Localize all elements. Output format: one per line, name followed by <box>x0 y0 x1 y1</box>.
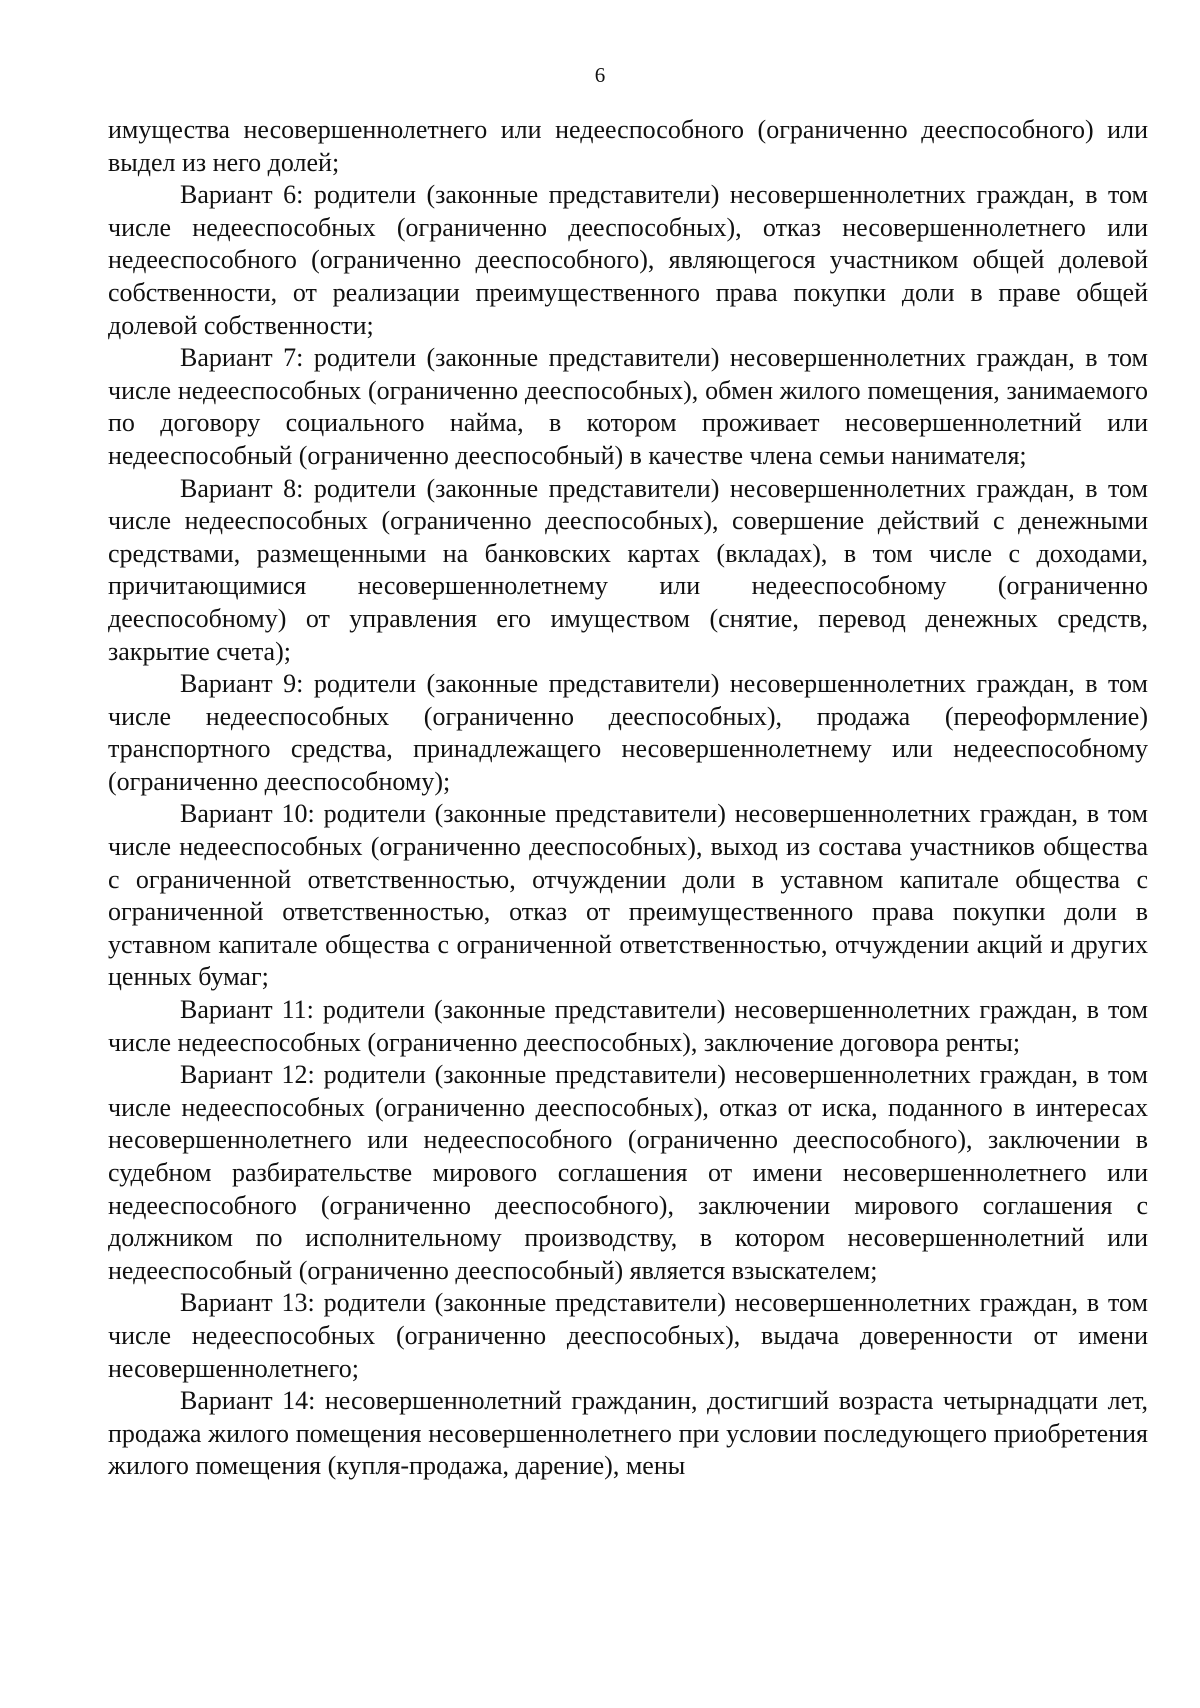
paragraph-variant-13: Вариант 13: родители (законные представители) несовершеннолетних граждан, в том числе недееспособных (ограниченно дееспособных), выдача доверенности от имени несовершеннолетнего; <box>108 1288 1148 1383</box>
paragraph-continuation: имущества несовершеннолетнего или недееспособного (ограниченно дееспособного) или выдел из него долей; <box>108 115 1148 177</box>
paragraph-variant-10: Вариант 10: родители (законные представители) несовершеннолетних граждан, в том числе недееспособных (ограниченно дееспособных), выход из состава участников общества с ограниченной ответственностью, отчуждении доли в уставном капитале общества с ограниченной ответственностью, отказ от преимущественного права покупки доли в уставном капитале общества с ограниченной ответственностью, отчуждении акций и других ценных бумаг; <box>108 799 1148 992</box>
paragraph-variant-7: Вариант 7: родители (законные представители) несовершеннолетних граждан, в том числе недееспособных (ограниченно дееспособных), обмен жилого помещения, занимаемого по договору социального найма, в котором проживает несовершеннолетний или недееспособный (ограниченно дееспособный) в качестве члена семьи нанимателя; <box>108 343 1148 470</box>
page-number: 6 <box>594 63 606 87</box>
document-body <box>108 114 1148 1483</box>
paragraph-variant-8: Вариант 8: родители (законные представители) несовершеннолетних граждан, в том числе недееспособных (ограниченно дееспособных), совершение действий с денежными средствами, размещенными на банковских картах (вкладах), в том числе с доходами, причитающимися несовершеннолетнему или недееспособному (ограниченно дееспособному) от управления его имуществом (снятие, перевод денежных средств, закрытие счета); <box>108 473 1148 666</box>
paragraph-variant-14: Вариант 14: несовершеннолетний гражданин, достигший возраста четырнадцати лет, продажа жилого помещения несовершеннолетнего при условии последующего приобретения жилого помещения (купля-продажа, дарение), мены <box>108 1386 1148 1481</box>
paragraph-variant-12: Вариант 12: родители (законные представители) несовершеннолетних граждан, в том числе недееспособных (ограниченно дееспособных), отказ от иска, поданного в интересах несовершеннолетнего или недееспособного (ограниченно дееспособного), заключении в судебном разбирательстве мирового соглашения от имени несовершеннолетнего или недееспособного (ограниченно дееспособного), заключении мирового соглашения с должником по исполнительному производству, в котором несовершеннолетний или недееспособный (ограниченно дееспособный) является взыскателем; <box>108 1060 1148 1285</box>
paragraph-variant-6: Вариант 6: родители (законные представители) несовершеннолетних граждан, в том числе недееспособных (ограниченно дееспособных), отказ несовершеннолетнего или недееспособного (ограниченно дееспособного), являющегося участником общей долевой собственности, от реализации преимущественного права покупки доли в праве общей долевой собственности; <box>108 180 1148 340</box>
paragraph-variant-11: Вариант 11: родители (законные представители) несовершеннолетних граждан, в том числе недееспособных (ограниченно дееспособных), заключение договора ренты; <box>108 995 1148 1057</box>
paragraph-variant-9: Вариант 9: родители (законные представители) несовершеннолетних граждан, в том числе недееспособных (ограниченно дееспособных), продажа (переоформление) транспортного средства, принадлежащего несовершеннолетнему или недееспособному (ограниченно дееспособному); <box>108 669 1148 796</box>
